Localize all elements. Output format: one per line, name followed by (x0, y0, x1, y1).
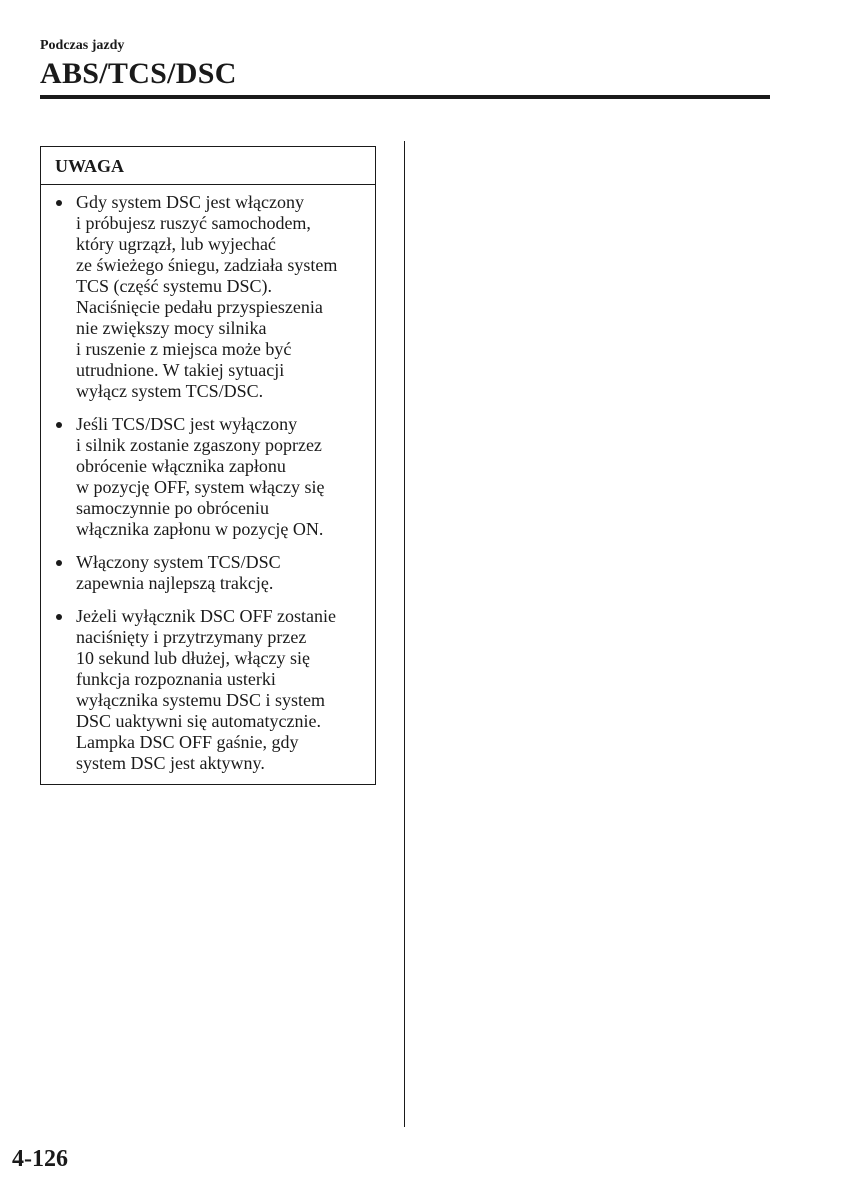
note-line: zapewnia najlepszą trakcję. (76, 573, 274, 593)
bullet-icon (56, 614, 62, 620)
note-line: który ugrzązł, lub wyjechać (76, 234, 276, 254)
note-list (41, 185, 375, 774)
note-line: Jeżeli wyłącznik DSC OFF zostanie (76, 606, 336, 626)
note-line: obrócenie włącznika zapłonu (76, 456, 286, 476)
note-item (56, 606, 365, 774)
section-label: Podczas jazdy (40, 38, 125, 53)
note-line: ze świeżego śniegu, zadziała system (76, 255, 338, 275)
note-line: TCS (część systemu DSC). (76, 276, 272, 296)
note-line: Naciśnięcie pedału przyspieszenia (76, 297, 323, 317)
note-line: wyłącz system TCS/DSC. (76, 381, 264, 401)
bullet-icon (56, 560, 62, 566)
note-item (56, 192, 365, 402)
page-title: ABS/TCS/DSC (40, 57, 237, 90)
note-line: i próbujesz ruszyć samochodem, (76, 213, 311, 233)
note-heading: UWAGA (41, 147, 375, 185)
note-line: i ruszenie z miejsca może być (76, 339, 292, 359)
bullet-icon (56, 200, 62, 206)
note-line: funkcja rozpoznania usterki (76, 669, 276, 689)
note-line: naciśnięty i przytrzymany przez (76, 627, 307, 647)
note-line: utrudnione. W takiej sytuacji (76, 360, 285, 380)
note-line: 10 sekund lub dłużej, włączy się (76, 648, 310, 668)
note-line: Gdy system DSC jest włączony (76, 192, 304, 212)
note-line: w pozycję OFF, system włączy się (76, 477, 325, 497)
note-line: włącznika zapłonu w pozycję ON. (76, 519, 324, 539)
note-item (56, 552, 365, 594)
note-line: wyłącznika systemu DSC i system (76, 690, 325, 710)
note-line: system DSC jest aktywny. (76, 753, 265, 773)
note-line: nie zwiększy mocy silnika (76, 318, 267, 338)
note-box (40, 146, 376, 785)
note-item (56, 414, 365, 540)
note-line: Jeśli TCS/DSC jest wyłączony (76, 414, 298, 434)
bullet-icon (56, 422, 62, 428)
page-number: 4-126 (12, 1146, 68, 1172)
note-line: i silnik zostanie zgaszony poprzez (76, 435, 322, 455)
column-divider (404, 141, 405, 1127)
note-line: Lampka DSC OFF gaśnie, gdy (76, 732, 299, 752)
note-line: DSC uaktywni się automatycznie. (76, 711, 321, 731)
title-rule (40, 95, 770, 99)
note-line: samoczynnie po obróceniu (76, 498, 269, 518)
note-line: Włączony system TCS/DSC (76, 552, 281, 572)
